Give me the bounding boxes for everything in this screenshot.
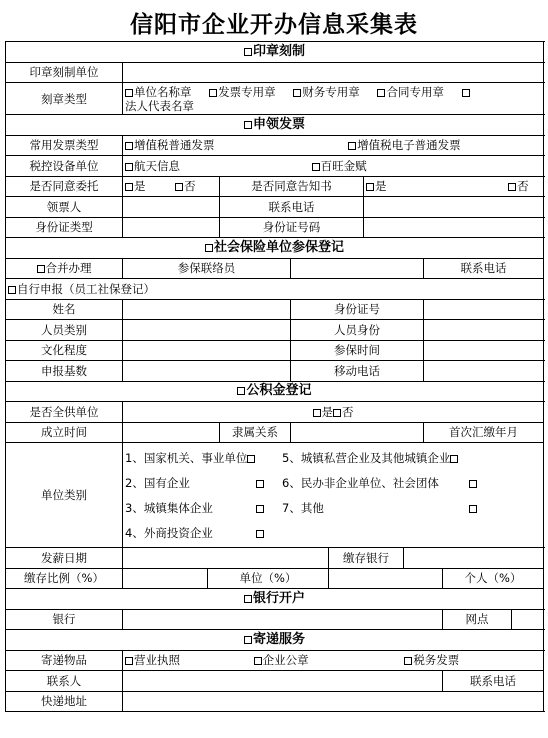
invoice-type-label: 常用发票类型 bbox=[6, 135, 123, 156]
section-bank: 银行开户 bbox=[6, 589, 544, 610]
first-month-label: 首次汇缴年月 bbox=[424, 422, 544, 443]
id-type-label: 身份证类型 bbox=[6, 217, 123, 238]
seal-type-options bbox=[123, 83, 544, 115]
liaison-field[interactable] bbox=[291, 258, 424, 279]
affiliation-field[interactable] bbox=[291, 422, 424, 443]
ratio-label: 缴存比例（%） bbox=[6, 568, 123, 589]
notify-label: 是否同意告知书 bbox=[220, 176, 364, 197]
personal-pct-label: 个人（%） bbox=[443, 568, 544, 589]
checkbox-icon[interactable] bbox=[404, 657, 412, 665]
consent-no[interactable]: 否 bbox=[175, 179, 196, 193]
social-id-field[interactable] bbox=[424, 299, 544, 320]
mail-items-options bbox=[123, 650, 544, 671]
person-identity-label: 人员身份 bbox=[291, 320, 424, 341]
mail-phone-label: 联系电话 bbox=[443, 671, 544, 692]
unit-type-option[interactable]: 4、外商投资企业 bbox=[125, 526, 213, 540]
tax-device-option[interactable]: 航天信息 bbox=[125, 159, 180, 173]
full-supply-no[interactable]: 否 bbox=[333, 405, 354, 419]
checkbox-icon[interactable] bbox=[256, 475, 264, 491]
ratio-field[interactable] bbox=[123, 568, 208, 589]
unit-type-option[interactable]: 1、国家机关、事业单位 bbox=[125, 450, 255, 466]
invoice-type-option[interactable]: 增值税普通发票 bbox=[125, 138, 215, 152]
unit-type-option[interactable]: 2、国有企业 bbox=[125, 476, 190, 490]
unit-type-option[interactable]: 6、民办非企业单位、社会团体 bbox=[282, 476, 439, 490]
seal-type-label: 刻章类型 bbox=[6, 83, 123, 115]
checkbox-icon[interactable] bbox=[469, 475, 477, 491]
full-supply-yes[interactable]: 是 bbox=[313, 405, 334, 419]
unit-type-option[interactable]: 5、城镇私营企业及其他城镇企业 bbox=[282, 450, 458, 466]
mail-items-label: 寄递物品 bbox=[6, 650, 123, 671]
checkbox-icon[interactable] bbox=[247, 455, 255, 463]
seal-unit-label: 印章刻制单位 bbox=[6, 62, 123, 83]
checkbox-icon[interactable] bbox=[366, 183, 374, 191]
invoice-type-option[interactable]: 增值税电子普通发票 bbox=[348, 138, 461, 152]
person-category-field[interactable] bbox=[123, 320, 291, 341]
tax-device-option[interactable]: 百旺金赋 bbox=[312, 159, 367, 173]
checkbox-icon[interactable] bbox=[333, 409, 341, 417]
checkbox-icon[interactable] bbox=[244, 121, 252, 129]
checkbox-icon[interactable] bbox=[209, 89, 217, 97]
notify-options bbox=[364, 176, 544, 197]
checkbox-icon[interactable] bbox=[8, 286, 16, 294]
checkbox-icon[interactable] bbox=[125, 657, 133, 665]
founded-label: 成立时间 bbox=[6, 422, 123, 443]
contact-field[interactable] bbox=[123, 671, 443, 692]
branch-field[interactable] bbox=[512, 609, 544, 630]
checkbox-icon[interactable] bbox=[450, 455, 458, 463]
info-form-table bbox=[5, 41, 544, 712]
checkbox-icon[interactable] bbox=[125, 183, 133, 191]
checkbox-icon[interactable] bbox=[244, 595, 252, 603]
bank-label: 银行 bbox=[6, 609, 123, 630]
deposit-bank-field[interactable] bbox=[404, 548, 544, 569]
mail-item-option[interactable]: 企业公章 bbox=[254, 653, 309, 667]
branch-label: 网点 bbox=[443, 609, 512, 630]
contact-label: 联系人 bbox=[6, 671, 123, 692]
address-field[interactable] bbox=[123, 691, 544, 712]
unit-type-label: 单位类别 bbox=[6, 443, 123, 548]
invoice-phone-label: 联系电话 bbox=[220, 197, 364, 218]
notify-yes[interactable]: 是 bbox=[366, 179, 387, 193]
person-category-label: 人员类别 bbox=[6, 320, 123, 341]
declare-base-field[interactable] bbox=[123, 361, 291, 382]
name-label: 姓名 bbox=[6, 299, 123, 320]
address-label: 快递地址 bbox=[6, 691, 123, 712]
full-supply-options bbox=[123, 402, 544, 423]
social-phone-label: 联系电话 bbox=[424, 258, 544, 279]
payday-label: 发薪日期 bbox=[6, 548, 123, 569]
checkbox-icon[interactable] bbox=[348, 142, 356, 150]
seal-type-option[interactable]: 单位名称章 bbox=[125, 85, 192, 99]
tax-device-label: 税控设备单位 bbox=[6, 156, 123, 177]
section-invoice: 申领发票 bbox=[6, 115, 544, 136]
checkbox-icon[interactable] bbox=[462, 89, 470, 97]
checkbox-icon[interactable] bbox=[125, 89, 133, 97]
checkbox-icon[interactable] bbox=[244, 48, 252, 56]
full-supply-label: 是否全供单位 bbox=[6, 402, 123, 423]
consent-label: 是否同意委托 bbox=[6, 176, 123, 197]
mail-item-option[interactable]: 营业执照 bbox=[125, 653, 180, 667]
invoice-type-options bbox=[123, 135, 544, 156]
join-time-field[interactable] bbox=[424, 340, 544, 361]
bank-field[interactable] bbox=[123, 609, 443, 630]
id-no-field[interactable] bbox=[364, 217, 544, 238]
tax-device-options bbox=[123, 156, 544, 177]
section-fund: 公积金登记 bbox=[6, 381, 544, 402]
payday-field[interactable] bbox=[123, 548, 329, 569]
mobile-field[interactable] bbox=[424, 361, 544, 382]
checkbox-icon[interactable] bbox=[313, 409, 321, 417]
unit-pct-label: 单位（%） bbox=[208, 568, 329, 589]
checkbox-icon[interactable] bbox=[377, 89, 385, 97]
section-social: 社会保险单位参保登记 bbox=[6, 238, 544, 259]
social-id-label: 身份证号 bbox=[291, 299, 424, 320]
seal-type-option[interactable]: 财务专用章 bbox=[293, 85, 360, 99]
id-type-field[interactable] bbox=[123, 217, 220, 238]
person-identity-field[interactable] bbox=[424, 320, 544, 341]
join-time-label: 参保时间 bbox=[291, 340, 424, 361]
id-no-label: 身份证号码 bbox=[220, 217, 364, 238]
checkbox-icon[interactable] bbox=[256, 525, 264, 541]
checkbox-icon[interactable] bbox=[37, 265, 45, 273]
checkbox-icon[interactable] bbox=[175, 183, 183, 191]
seal-type-option[interactable]: 合同专用章 bbox=[377, 85, 444, 99]
checkbox-icon[interactable] bbox=[205, 244, 213, 252]
checkbox-icon[interactable] bbox=[312, 163, 320, 171]
receiver-label: 领票人 bbox=[6, 197, 123, 218]
checkbox-icon[interactable] bbox=[254, 657, 262, 665]
checkbox-icon[interactable] bbox=[469, 500, 477, 516]
merge-option[interactable]: 合并办理 bbox=[6, 258, 123, 279]
page-title: 信阳市企业开办信息采集表 bbox=[130, 11, 418, 38]
mobile-label: 移动电话 bbox=[291, 361, 424, 382]
seal-type-option[interactable]: 法人代表名章 bbox=[125, 99, 194, 113]
notify-no[interactable]: 否 bbox=[508, 179, 529, 193]
liaison-label: 参保联络员 bbox=[123, 258, 291, 279]
checkbox-icon[interactable] bbox=[256, 500, 264, 516]
seal-type-option[interactable]: 发票专用章 bbox=[209, 85, 276, 99]
affiliation-label: 隶属关系 bbox=[220, 422, 291, 443]
unit-type-option[interactable]: 7、其他 bbox=[282, 501, 324, 515]
mail-item-option[interactable]: 税务发票 bbox=[404, 653, 459, 667]
receiver-field[interactable] bbox=[123, 197, 220, 218]
seal-unit-field[interactable] bbox=[123, 62, 544, 83]
checkbox-icon[interactable] bbox=[125, 163, 133, 171]
unit-pct-field[interactable] bbox=[329, 568, 443, 589]
deposit-bank-label: 缴存银行 bbox=[329, 548, 404, 569]
founded-field[interactable] bbox=[123, 422, 220, 443]
checkbox-icon[interactable] bbox=[508, 183, 516, 191]
declare-base-label: 申报基数 bbox=[6, 361, 123, 382]
checkbox-icon[interactable] bbox=[125, 142, 133, 150]
unit-type-option[interactable]: 3、城镇集体企业 bbox=[125, 501, 213, 515]
education-label: 文化程度 bbox=[6, 340, 123, 361]
section-seal: 印章刻制 bbox=[6, 42, 544, 63]
checkbox-icon[interactable] bbox=[244, 636, 252, 644]
checkbox-icon[interactable] bbox=[237, 387, 245, 395]
invoice-phone-field[interactable] bbox=[364, 197, 544, 218]
consent-options bbox=[123, 176, 220, 197]
education-field[interactable] bbox=[123, 340, 291, 361]
section-mail: 寄递服务 bbox=[6, 630, 544, 651]
unit-type-options bbox=[123, 443, 544, 548]
name-field[interactable] bbox=[123, 299, 291, 320]
self-report-option[interactable]: 自行申报（员工社保登记） bbox=[6, 279, 544, 300]
consent-yes[interactable]: 是 bbox=[125, 179, 146, 193]
checkbox-icon[interactable] bbox=[293, 89, 301, 97]
